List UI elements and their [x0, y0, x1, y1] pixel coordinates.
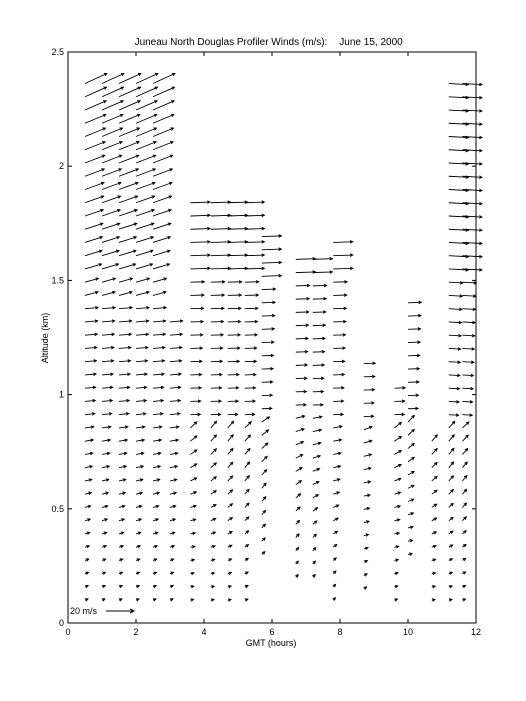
- x-tick-label: 6: [269, 627, 275, 637]
- reference-label: 20 m/s: [70, 606, 98, 616]
- y-tick-label: 0: [58, 618, 64, 628]
- x-axis-label: GMT (hours): [245, 638, 297, 648]
- x-tick-label: 12: [470, 627, 482, 637]
- y-axis-label: Altitude (km): [40, 312, 50, 364]
- y-tick-label: 0.5: [51, 503, 64, 514]
- chart-title: Juneau North Douglas Profiler Winds (m/s):: [134, 37, 328, 48]
- y-tick-label: 2.5: [51, 47, 64, 57]
- x-tick-label: 10: [402, 627, 414, 637]
- x-tick-label: 4: [201, 627, 207, 637]
- y-tick-label: 1: [58, 389, 64, 400]
- chart-date: June 15, 2000: [339, 37, 403, 48]
- y-tick-label: 1.5: [51, 275, 64, 286]
- y-tick-label: 2: [58, 161, 64, 172]
- x-tick-label: 2: [133, 627, 139, 637]
- x-tick-label: 0: [65, 627, 71, 637]
- x-tick-label: 8: [337, 627, 343, 637]
